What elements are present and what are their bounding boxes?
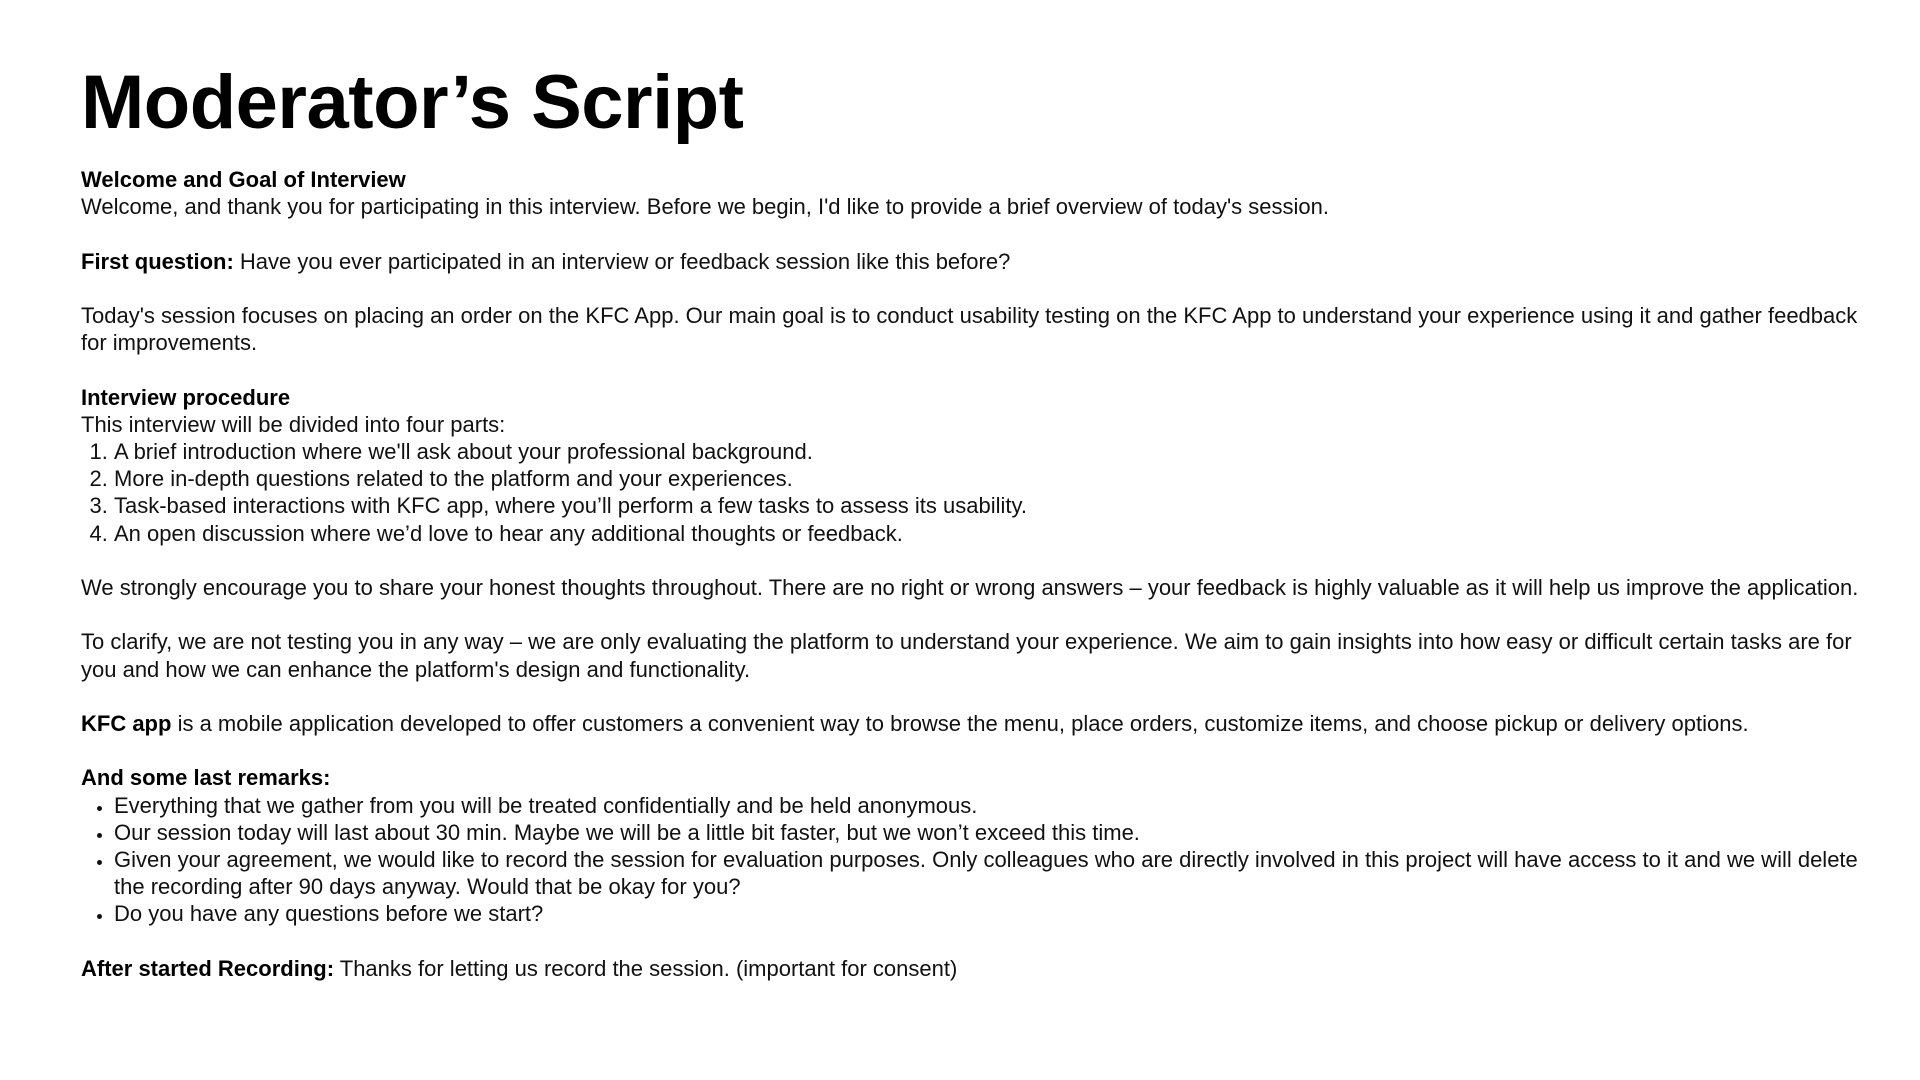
list-item: 4. An open discussion where we’d love to hear any additional thoughts or feedback. xyxy=(114,520,1871,547)
after-recording-label: After started Recording: xyxy=(81,955,335,981)
list-item: • Do you have any questions before we start? xyxy=(114,900,1871,927)
script-content xyxy=(81,166,1871,982)
list-item: 2. More in-depth questions related to the platform and your experiences. xyxy=(114,465,1871,492)
list-item: • Given your agreement, we would like to record the session for evaluation purposes. Only colleagues who are directly involved in this project will have access to it and we will delete the recording after 90 days anyway. Would that be okay for you? xyxy=(114,846,1871,900)
spacer xyxy=(81,683,1871,710)
focus-text: Today's session focuses on placing an order on the KFC App. Our main goal is to conduct usability testing on the KFC App to understand your experience using it and gather feedback for improvements. xyxy=(81,302,1858,356)
procedure-intro: This interview will be divided into four parts: xyxy=(81,411,506,437)
list-item: 1. A brief introduction where we'll ask about your professional background. xyxy=(114,438,1871,465)
kfc-app-text: is a mobile application developed to offer customers a convenient way to browse the menu, place orders, customize items, and choose pickup or delivery options. xyxy=(171,710,1749,736)
list-item: • Our session today will last about 30 min. Maybe we will be a little bit faster, but we won’t exceed this time. xyxy=(114,819,1871,846)
encourage-text: We strongly encourage you to share your honest thoughts throughout. There are no right or wrong answers – your feedback is highly valuable as it will help us improve the application. xyxy=(81,574,1859,600)
remarks-list xyxy=(81,792,1871,928)
spacer xyxy=(81,601,1871,628)
procedure-list xyxy=(81,438,1871,547)
first-question-paragraph xyxy=(81,248,1871,275)
after-recording-text: Thanks for letting us record the session. (important for consent) xyxy=(334,955,958,981)
first-question-text: Have you ever participated in an interview or feedback session like this before? xyxy=(233,248,1011,274)
kfc-app-label: KFC app xyxy=(81,710,172,736)
page-title: Moderator’s Script xyxy=(81,60,744,145)
spacer xyxy=(81,928,1871,955)
clarify-text: To clarify, we are not testing you in any way – we are only evaluating the platform to understand your experience. We aim to gain insights into how easy or difficult certain tasks are for you and how we can enhance the platform's design and functionality. xyxy=(81,629,1852,682)
kfc-app-paragraph xyxy=(81,710,1871,737)
list-item: • Everything that we gather from you will be treated confidentially and be held anonymous. xyxy=(114,792,1871,819)
welcome-text: Welcome, and thank you for participating in this interview. Before we begin, I'd like to provide a brief overview of today's session. xyxy=(81,194,1329,220)
spacer xyxy=(81,356,1871,383)
list-item: 3. Task-based interactions with KFC app, where you’ll perform a few tasks to assess its usability. xyxy=(114,492,1871,519)
spacer xyxy=(81,220,1871,247)
after-recording-paragraph xyxy=(81,955,1871,982)
document-page xyxy=(81,58,1871,982)
procedure-heading: Interview procedure xyxy=(81,384,291,410)
first-question-label: First question: xyxy=(81,248,234,274)
welcome-heading: Welcome and Goal of Interview xyxy=(81,167,406,192)
spacer xyxy=(81,547,1871,574)
spacer xyxy=(81,275,1871,302)
spacer xyxy=(81,737,1871,764)
remarks-heading: And some last remarks: xyxy=(81,765,331,791)
